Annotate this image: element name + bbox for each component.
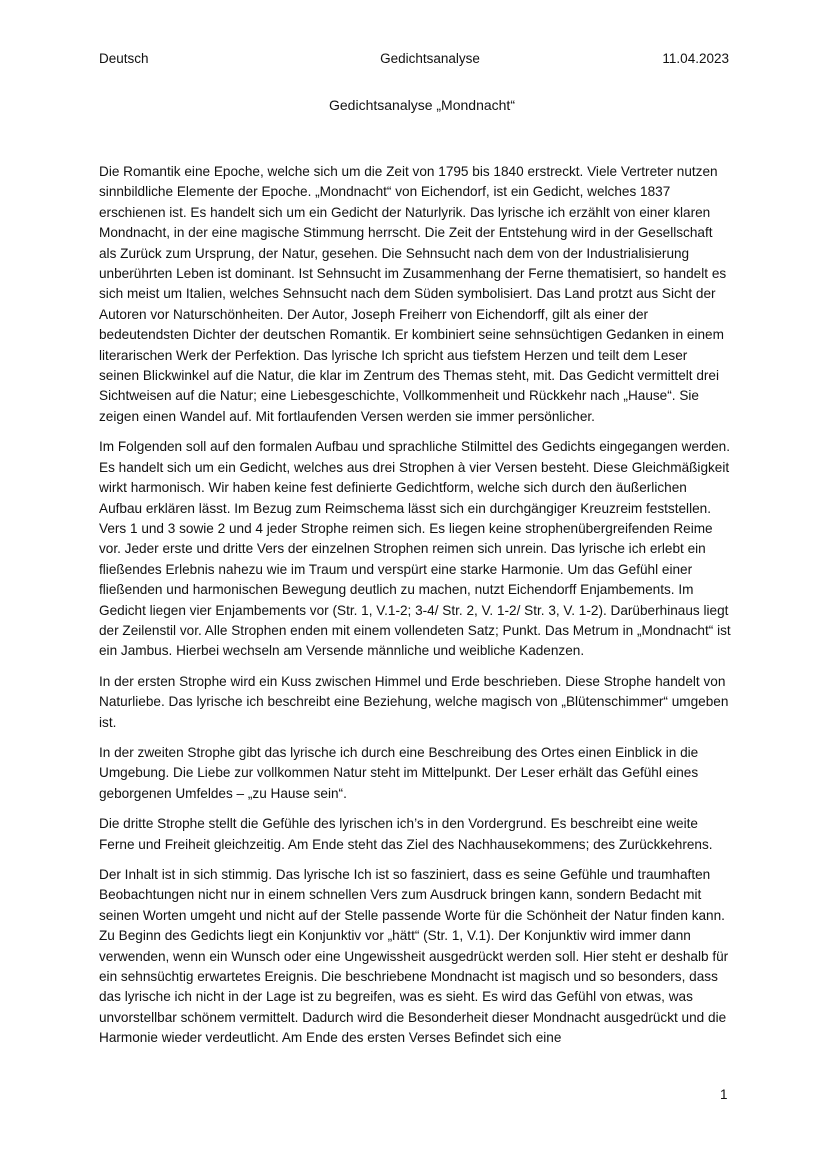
paragraph-third-stanza: Die dritte Strophe stellt die Gefühle des lyrischen ich’s in den Vordergrund. Es beschreibt eine weite Ferne und Freiheit gleichzeitig. Am Ende steht das Ziel des Nachhausekommens; des Zurückkehrens. (99, 816, 713, 852)
paragraph-content-analysis: Der Inhalt ist in sich stimmig. Das lyrische Ich ist so fasziniert, dass es seine Gefühle und traumhaften Beobachtungen nicht nur in einem schnellen Vers zum Ausdruck bringen kann, sondern Bedacht mit seinen Worten umgeht und nicht auf der Stelle passende Worte für die Schönheit der Natur finden kann. Zu Beginn des Gedichts liegt ein Konjunktiv vor „hätt“ (Str. 1, V.1). Der Konjunktiv wird immer dann verwenden, wenn ein Wunsch oder eine Ungewissheit ausgedrückt werden soll. Hier steht er deshalb für ein sehnsüchtig erwartetes Ereignis. Die beschriebene Mondnacht ist magisch und so besonders, dass das lyrische ich nicht in der Lage ist zu begreifen, was es sieht. Es wird das Gefühl von etwas, was unvorstellbar schönem vermittelt. Dadurch wird die Besonderheit dieser Mondnacht ausgedrückt und die Harmonie wieder verdeutlicht. Am Ende des ersten Verses Befindet sich eine (99, 867, 729, 1046)
header-date: 11.04.2023 (662, 51, 729, 66)
paragraph-formal-structure: Im Folgenden soll auf den formalen Aufbau und sprachliche Stilmittel des Gedichts eingegangen werden. Es handelt sich um ein Gedicht, welches aus drei Strophen à vier Versen besteht. Diese Gleichmäßigkeit wirkt harmonisch. Wir haben keine fest definierte Gedichtform, welche sich durch den äußerlichen Aufbau erklären lässt. Im Bezug zum Reimschema lässt sich ein durchgängiger Kreuzreim feststellen. Vers 1 und 3 sowie 2 und 4 jeder Strophe reimen sich. Es liegen keine strophenübergreifenden Reime vor. Jeder erste und dritte Vers der einzelnen Strophen reimen sich unrein. Das lyrische ich erlebt ein fließendes Erlebnis nahezu wie im Traum und verspürt eine starke Harmonie. Um das Gefühl einer fließenden und harmonischen Bewegung deutlich zu machen, nutzt Eichendorff Enjambements. Im Gedicht liegen vier Enjambements vor (Str. 1, V.1-2; 3-4/ Str. 2, V. 1-2/ Str. 3, V. 1-2). Darüberhinaus liegt der Zeilenstil vor. Alle Strophen enden mit einem vollendeten Satz; Punkt. Das Metrum in „Mondnacht“ ist ein Jambus. Hierbei wechseln am Versende männliche und weibliche Kadenzen. (99, 439, 731, 659)
paragraph-second-stanza: In der zweiten Strophe gibt das lyrische ich durch eine Beschreibung des Ortes einen Einblick in die Umgebung. Die Liebe zur vollkommen Natur steht im Mittelpunkt. Der Leser erhält das Gefühl eines geborgenen Umfeldes – „zu Hause sein“. (99, 744, 699, 801)
paragraph-first-stanza: In der ersten Strophe wird ein Kuss zwischen Himmel und Erde beschrieben. Diese Strophe handelt von Naturliebe. Das lyrische ich beschreibt eine Beziehung, welche magisch von „Blütenschimmer“ umgeben ist. (99, 673, 729, 730)
paragraph-introduction: Die Romantik eine Epoche, welche sich um die Zeit von 1795 bis 1840 erstreckt. Viele Vertreter nutzen sinnbildliche Elemente der Epoche. „Mondnacht“ von Eichendorf, ist ein Gedicht, welches 1837 erschienen ist. Es handelt sich um ein Gedicht der Naturlyrik. Das lyrische ich erzählt von einer klaren Mondnacht, in der eine magische Stimmung herrscht. Die Zeit der Entstehung wird in der Gesellschaft als Zurück zum Ursprung, der Natur, gesehen. Die Sehnsucht nach dem von der Industrialisierung unberührten Leben ist dominant. Ist Sehnsucht im Zusammenhang der Ferne thematisiert, so handelt es sich meist um Italien, welches Sehnsucht nach dem Süden symbolisiert. Das Land protzt aus Sicht der Autoren vor Naturschönheiten. Der Autor, Joseph Freiherr von Eichendorff, gilt als einer der bedeutendsten Dichter der deutschen Romantik. Er kombiniert seine sehnsüchtigen Gedanken in einem literarischen Werk der Perfektion. Das lyrische Ich spricht aus tiefstem Herzen und teilt dem Leser seinen Blickwinkel auf die Natur, die klar im Zentrum des Themas steht, mit. Das Gedicht vermittelt drei Sichtweisen auf die Natur; eine Liebesgeschichte, Vollkommenheit und Rückkehr nach „Hause“. Sie zeigen einen Wandel auf. Mit fortlaufenden Versen werden sie immer persönlicher. (99, 164, 727, 424)
page-header (99, 51, 729, 71)
header-topic: Gedichtsanalyse (380, 51, 480, 66)
header-subject: Deutsch (99, 51, 149, 66)
document-title: Gedichtsanalyse „Mondnacht“ (329, 97, 515, 113)
document-body (99, 162, 731, 1059)
page-number: 1 (720, 1087, 728, 1102)
